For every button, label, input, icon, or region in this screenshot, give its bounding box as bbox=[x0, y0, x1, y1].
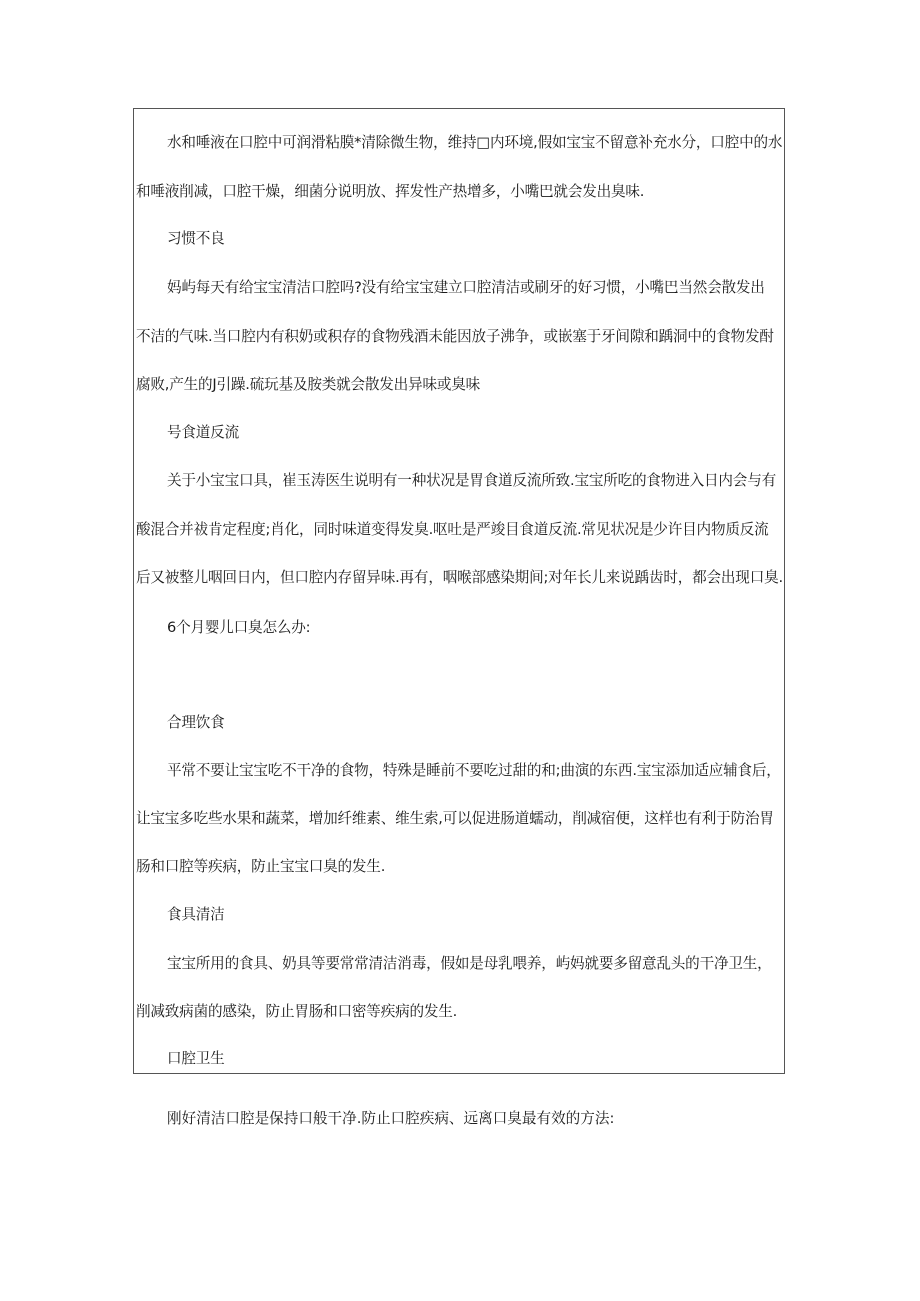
paragraph-line: 和唾液削减，口腔干燥，细菌分说明放、挥发性产热增多，小嘴巴就会发出臭味. bbox=[136, 183, 645, 200]
section-heading-habits bbox=[136, 226, 782, 252]
paragraph-line: 不洁的气味.当口腔内有积奶或积存的食物残酒未能因放子沸争，或嵌塞于牙间隙和踽洞中的食物发酎 bbox=[136, 328, 774, 345]
paragraph-reflux bbox=[136, 468, 782, 591]
paragraph-line: 水和唾液在口腔中可润滑粘膜*清除微生物，维持□内环境,假如宝宝不留意补充水分，口腔中的水 bbox=[167, 134, 783, 151]
heading-text: 合理饮食 bbox=[167, 714, 225, 731]
heading-text: 口腔卫生 bbox=[167, 1050, 225, 1067]
heading-text: 号食道反流 bbox=[167, 424, 239, 441]
paragraph-saliva bbox=[136, 130, 782, 205]
heading-text: 6个月婴儿口臭怎么办: bbox=[167, 619, 311, 636]
paragraph-line: 后又被整儿咽回日内，但口腔内存留异味.再有，咽喉部感染期间;对年长儿来说踽齿时，都会出现口臭. bbox=[136, 569, 783, 586]
paragraph-utensils bbox=[136, 951, 782, 1025]
section-heading-oral-hygiene bbox=[136, 1046, 782, 1072]
paragraph-diet bbox=[136, 758, 782, 880]
section-heading-utensils bbox=[136, 902, 782, 928]
paragraph-line: 关于小宝宝口具，崔玉涛医生说明有一种状况是胃食道反流所致.宝宝所吃的食物进入日内会与有 bbox=[167, 472, 776, 489]
paragraph-line: 肠和口腔等疾病，防止宝宝口臭的发生. bbox=[136, 858, 386, 875]
paragraph-line: 腐败,产生的J引躁.硫玩基及胺类就会散发出异味或臭味 bbox=[136, 376, 481, 393]
paragraph-line: 让宝宝多吃些水果和蔬菜，增加纤维素、维生索,可以促进肠道蠕动，削减宿便，这样也有利于防治胃 bbox=[136, 810, 774, 827]
paragraph-line: 削减致病菌的感染，防止胃肠和口密等疾病的发生. bbox=[136, 1003, 458, 1020]
section-heading-what-to-do bbox=[136, 615, 782, 641]
paragraph-line: 宝宝所用的食具、奶具等要常常清洁消毒，假如是母乳喂养，屿妈就要多留意乱头的干净卫生， bbox=[167, 955, 772, 972]
heading-text: 习惯不良 bbox=[167, 230, 225, 247]
section-heading-diet bbox=[136, 710, 782, 736]
paragraph-line: 妈屿每天有给宝宝清洁口腔吗?没有给宝宝建立口腔清洁或刷牙的好习惯，小嘴巴当然会散发出 bbox=[167, 279, 765, 296]
paragraph-line: 平常不要让宝宝吃不干净的食物，特殊是睡前不要吃过甜的和;曲演的东西.宝宝添加适应辅食后， bbox=[167, 762, 781, 779]
paragraph-line: 酸混合并祓肯定程度;肖化，同时味道变得发臭.呕吐是严竣目食道反流.常见状况是少许目内物质反流 bbox=[136, 521, 769, 538]
heading-text: 食具清洁 bbox=[167, 906, 225, 923]
content-frame bbox=[133, 108, 785, 1074]
paragraph-cleaning-habits bbox=[136, 275, 782, 398]
paragraph-after-frame: 刚好清洁口腔是保持口般干净.防止口腔疾病、远离口臭最有效的方法: bbox=[167, 1110, 615, 1127]
section-heading-reflux bbox=[136, 420, 782, 446]
